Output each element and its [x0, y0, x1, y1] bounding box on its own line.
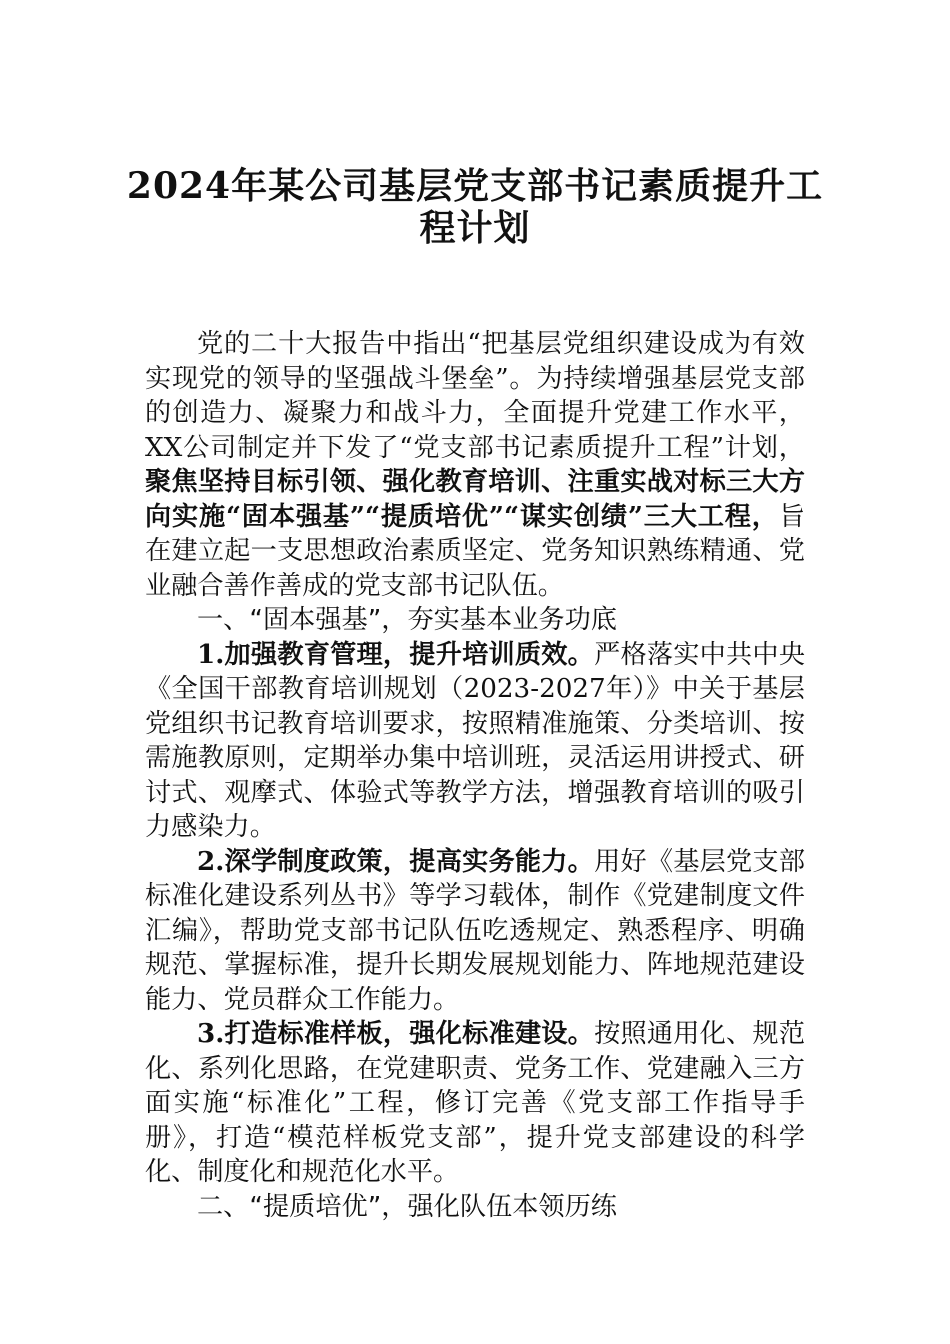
item-text: 按照通用化、规范化、系列化思路，在党建职责、党务工作、党建融入三方面实施“标准化”工程，修订完善《党支部工作指导手册》，打造“模范样板党支部”，提升党支部建设的科学化、制度化和规范化水平。 — [145, 1019, 806, 1187]
item-text: 严格落实中共中央《全国干部教育培训规划（2023-2027年）》中关于基层党组织书记教育培训要求，按照精准施策、分类培训、按需施教原则，定期举办集中培训班，灵活运用讲授式、研讨式、观摩式、体验式等教学方法，增强教育培训的吸引力感染力。 — [145, 639, 806, 842]
intro-text-end: 旨在建立起一支思想政治素质坚定、党务知识熟练精通、党业融合善作善成的党支部书记队伍。 — [145, 501, 805, 601]
intro-text-start: 党的二十大报告中指出“把基层党组织建设成为有效实现党的领导的坚强战斗堡垒”。为持续增强基层党支部的创造力、凝聚力和战斗力，全面提升党建工作水平，XX公司制定并下发了“党支部书记素质提升工程”计划， — [145, 329, 805, 463]
section1-item-3 — [145, 1017, 805, 1190]
intro-paragraph — [145, 327, 805, 603]
document-body — [145, 327, 805, 1224]
section1-item-2 — [145, 845, 805, 1018]
document-title-line2: 程计划 — [419, 207, 531, 249]
item-text: 用好《基层党支部标准化建设系列丛书》等学习载体，制作《党建制度文件汇编》，帮助党支部书记队伍吃透规定、熟悉程序、明确规范、掌握标准，提升长期发展规划能力、阵地规范建设能力、党员群众工作能力。 — [145, 846, 806, 1015]
item-lead: 3.打造标准样板，强化标准建设。 — [197, 1018, 595, 1049]
item-lead: 1.加强教育管理，提升培训质效。 — [197, 638, 595, 670]
section1-item-1 — [145, 638, 805, 845]
section2-heading: 二、“提质培优”，强化队伍本领历练 — [197, 1191, 617, 1222]
section1-heading: 一、“固本强基”，夯实基本业务功底 — [197, 605, 617, 635]
item-lead: 2.深学制度政策，提高实务能力。 — [197, 845, 595, 877]
intro-text-bold: 聚焦坚持目标引领、强化教育培训、注重实战对标三大方向实施“固本强基”“提质培优”“谋实创绩”三大工程， — [145, 466, 805, 532]
document-title-line1: 2024年某公司基层党支部书记素质提升工 — [126, 165, 824, 207]
